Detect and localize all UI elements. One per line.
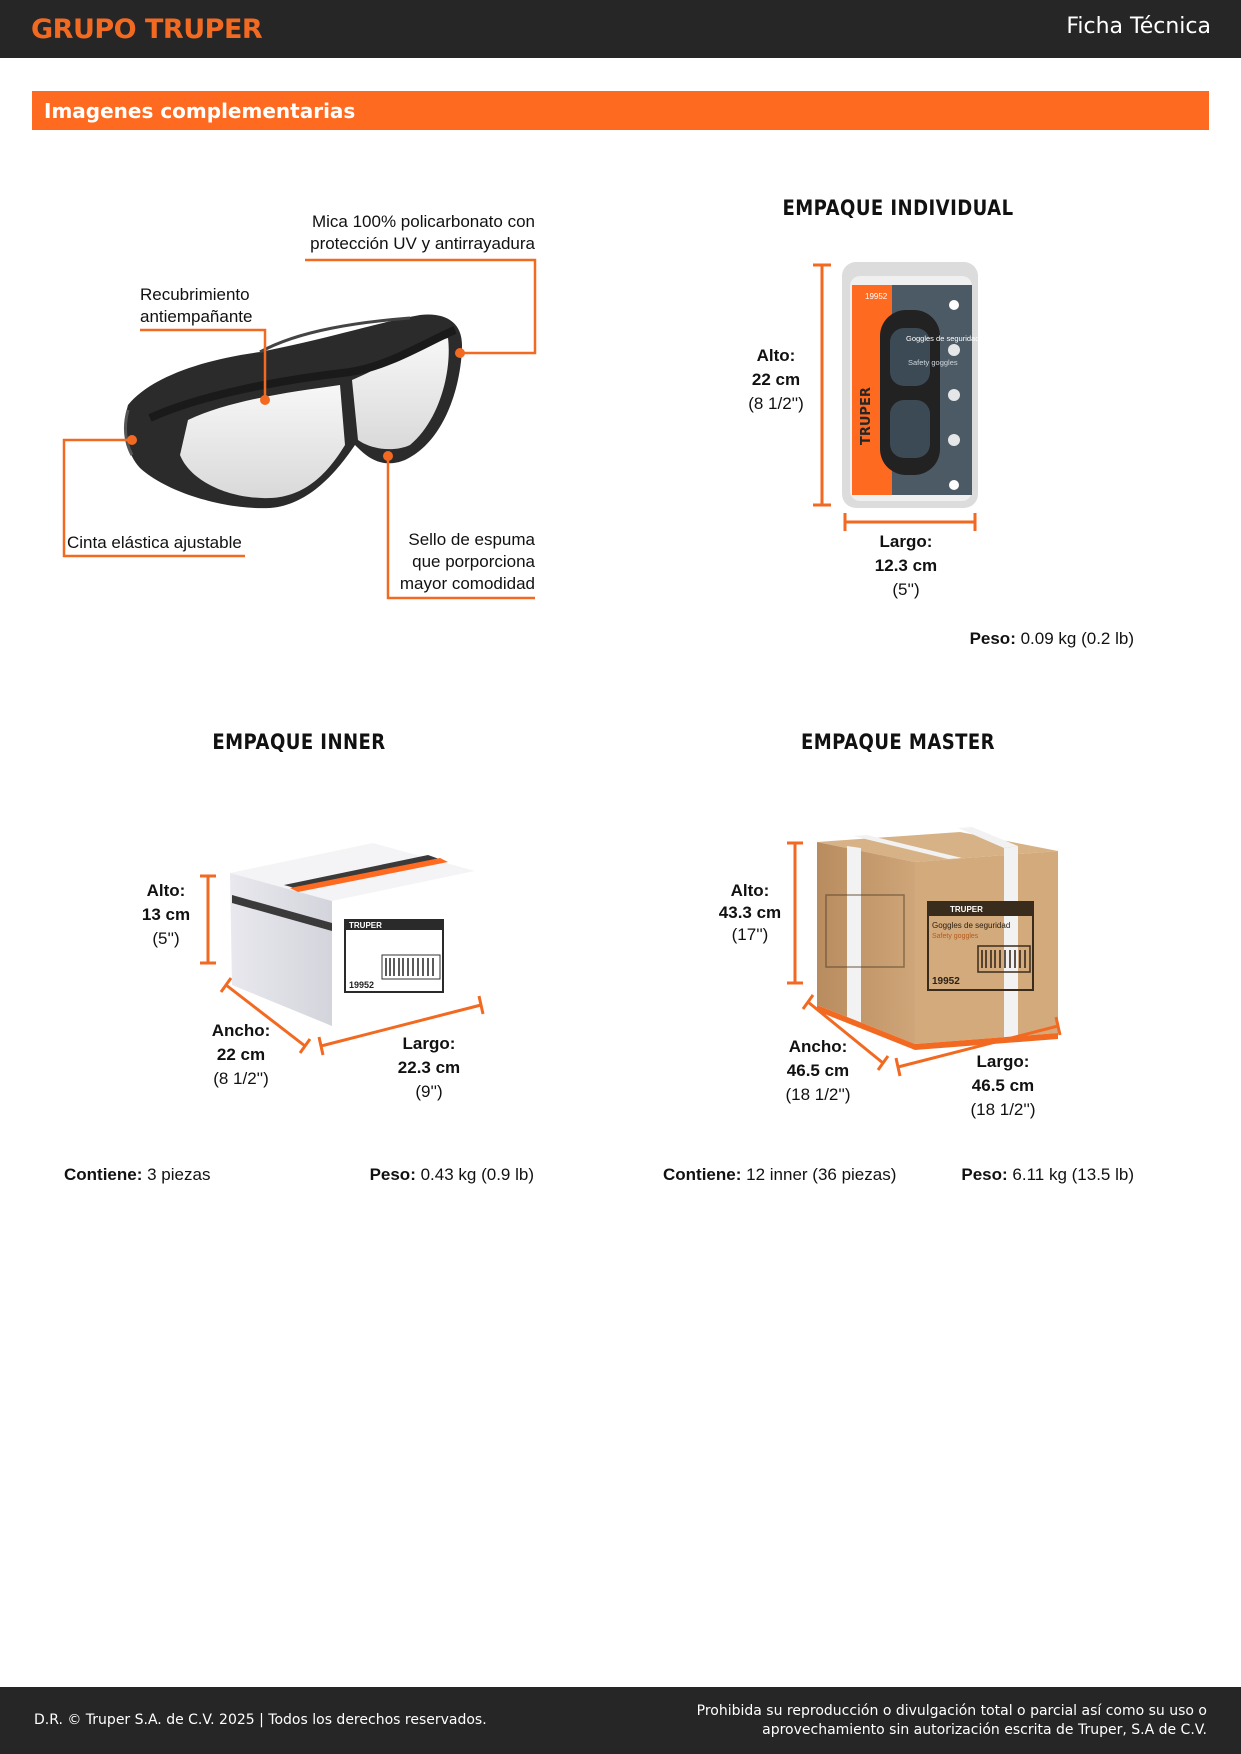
callout-sello — [400, 529, 535, 595]
individual-alto-value: 22 cm — [751, 370, 801, 389]
individual-alto-imperial: (8 1/2'') — [748, 394, 804, 413]
master-alto — [706, 880, 794, 946]
master-ancho-imperial: (18 1/2'') — [785, 1085, 851, 1104]
individual-package-brand: TRUPER — [859, 387, 874, 445]
callout-recubrimiento-line-1: Recubrimiento — [140, 285, 250, 304]
callout-mica — [310, 211, 535, 255]
callout-recubrimiento — [140, 284, 252, 328]
master-alto-label: Alto: — [730, 881, 770, 900]
individual-package-code: 19952 — [865, 292, 888, 301]
callout-mica-line-1: Mica 100% policarbonato con — [311, 212, 535, 231]
callout-mica-line-2: protección UV y antirrayadura — [310, 234, 535, 253]
individual-title: EMPAQUE INDIVIDUAL — [782, 196, 1014, 220]
master-box-product-en: Safety goggles — [932, 933, 979, 940]
inner-peso-label: Peso: — [369, 1165, 416, 1184]
inner-largo-value: 22.3 cm — [397, 1058, 461, 1077]
individual-alto — [736, 345, 816, 415]
inner-largo — [384, 1033, 474, 1103]
individual-peso — [970, 628, 1134, 650]
brand-logo: GRUPO TRUPER — [31, 14, 263, 45]
master-ancho — [768, 1036, 868, 1106]
inner-box-illustration — [230, 843, 475, 1026]
master-alto-imperial: (17'') — [731, 925, 769, 944]
individual-largo-imperial: (5'') — [892, 580, 920, 599]
footer-disclaimer-line-2: aprovechamiento sin autorización escrita de Truper, S.A de C.V. — [762, 1722, 1207, 1738]
goggles-illustration — [125, 314, 462, 508]
inner-contiene-value: 3 piezas — [147, 1165, 211, 1184]
inner-alto-value: 13 cm — [141, 905, 191, 924]
inner-contiene-label: Contiene: — [64, 1165, 143, 1184]
master-largo — [953, 1051, 1053, 1121]
footer-disclaimer — [697, 1702, 1207, 1740]
footer-disclaimer-line-1: Prohibida su reproducción o divulgación total o parcial así como su uso o — [696, 1703, 1207, 1719]
callout-recubrimiento-line-2: antiempañante — [140, 307, 253, 326]
master-box-product: Goggles de seguridad — [932, 921, 1011, 930]
master-peso-label: Peso: — [961, 1165, 1008, 1184]
master-title: EMPAQUE MASTER — [800, 730, 996, 754]
individual-largo-label: Largo: — [879, 532, 933, 551]
inner-ancho-value: 22 cm — [216, 1045, 266, 1064]
individual-package-product-en: Safety goggles — [908, 358, 958, 367]
master-contiene-value: 12 inner (36 piezas) — [746, 1165, 897, 1184]
inner-peso-value: 0.43 kg (0.9 lb) — [420, 1165, 534, 1184]
footer-copyright: D.R. © Truper S.A. de C.V. 2025 | Todos los derechos reservados. — [34, 1712, 487, 1728]
inner-box-code: 19952 — [349, 980, 375, 990]
master-alto-value: 43.3 cm — [718, 903, 782, 922]
master-contiene — [663, 1164, 896, 1186]
inner-alto-imperial: (5'') — [152, 929, 180, 948]
master-ancho-label: Ancho: — [788, 1037, 848, 1056]
individual-package-product-es: Goggles de seguridad — [906, 334, 980, 343]
inner-peso — [370, 1164, 534, 1186]
individual-largo — [856, 531, 956, 601]
inner-largo-imperial: (9'') — [415, 1082, 443, 1101]
master-largo-value: 46.5 cm — [971, 1076, 1035, 1095]
individual-package-illustration — [842, 262, 978, 508]
document-title: Ficha Técnica — [1066, 14, 1211, 39]
individual-peso-value: 0.09 kg (0.2 lb) — [1020, 629, 1134, 648]
individual-peso-label: Peso: — [969, 629, 1016, 648]
footer-bar — [0, 1687, 1241, 1754]
inner-largo-label: Largo: — [402, 1034, 456, 1053]
inner-alto — [126, 880, 206, 950]
individual-largo-value: 12.3 cm — [874, 556, 938, 575]
inner-contiene — [64, 1164, 210, 1186]
callout-sello-line-2: que porporciona — [412, 552, 535, 571]
inner-ancho-label: Ancho: — [211, 1021, 271, 1040]
master-largo-label: Largo: — [976, 1052, 1030, 1071]
inner-title: EMPAQUE INNER — [212, 730, 386, 754]
callout-cinta: Cinta elástica ajustable — [67, 533, 242, 552]
individual-alto-label: Alto: — [756, 346, 796, 365]
section-heading: Imagenes complementarias — [44, 99, 356, 123]
master-box-code: 19952 — [932, 976, 960, 987]
inner-box-brand: TRUPER — [349, 921, 382, 930]
inner-alto-label: Alto: — [146, 881, 186, 900]
inner-ancho-imperial: (8 1/2'') — [213, 1069, 269, 1088]
master-box-brand: TRUPER — [950, 905, 983, 914]
master-ancho-value: 46.5 cm — [786, 1061, 850, 1080]
master-largo-imperial: (18 1/2'') — [970, 1100, 1036, 1119]
inner-ancho — [196, 1020, 286, 1090]
master-contiene-label: Contiene: — [663, 1165, 742, 1184]
callout-sello-line-1: Sello de espuma — [408, 530, 535, 549]
callout-sello-line-3: mayor comodidad — [399, 574, 535, 593]
master-peso — [961, 1164, 1134, 1186]
master-peso-value: 6.11 kg (13.5 lb) — [1012, 1165, 1134, 1184]
